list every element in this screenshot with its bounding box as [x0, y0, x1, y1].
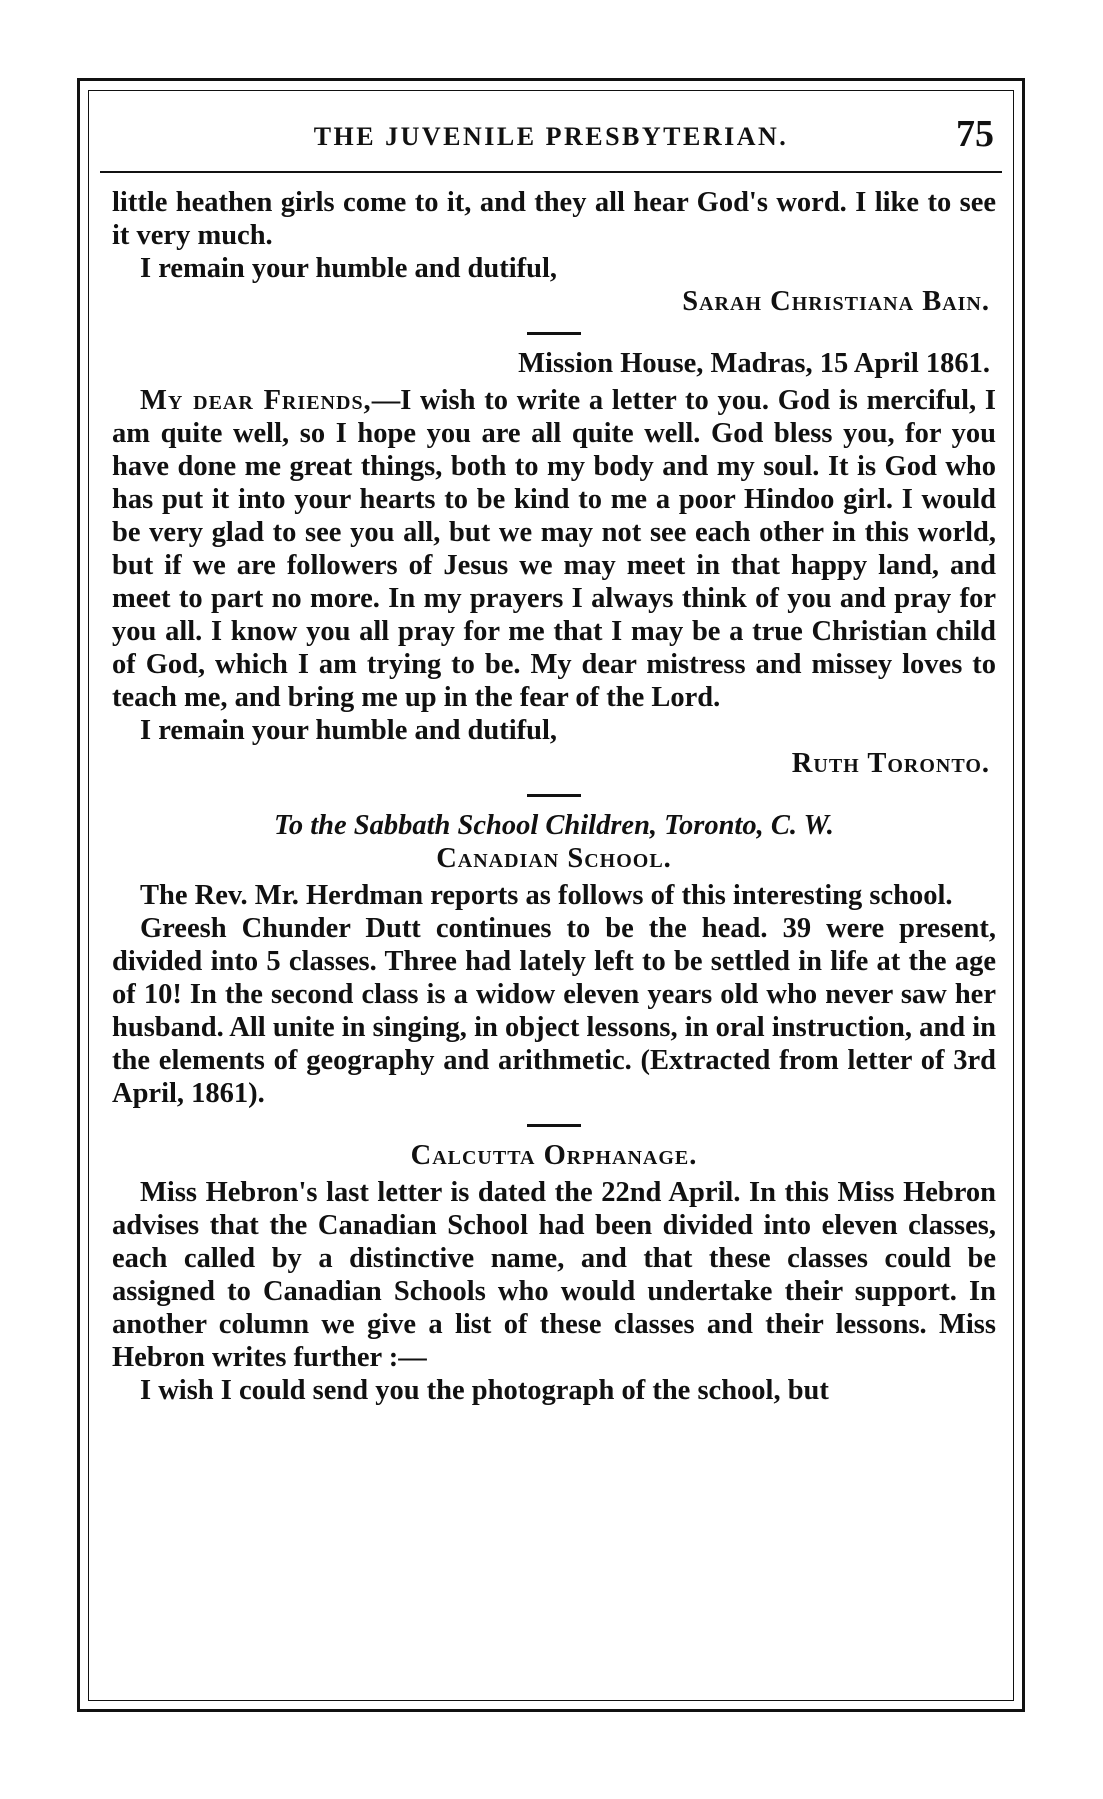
section-divider	[527, 332, 581, 335]
section-divider	[527, 1124, 581, 1127]
letter2-closing: I remain your humble and dutiful,	[140, 715, 558, 746]
section2-heading: Calcutta Orphanage.	[410, 1140, 698, 1171]
section1-paragraph-1: The Rev. Mr. Herdman reports as follows of this interesting school.	[140, 880, 953, 911]
letter1-continuation: little heathen girls come to it, and they all hear God's word. I like to see it very much.	[112, 187, 996, 251]
letter1-closing: I remain your humble and dutiful,	[140, 253, 558, 284]
header-rule	[100, 171, 1002, 173]
running-title: THE JUVENILE PRESBYTERIAN.	[313, 122, 789, 151]
section1-heading: Canadian School.	[436, 843, 672, 874]
letter2-dateline: Mission House, Madras, 15 April 1861.	[518, 348, 990, 379]
letter2-body-paragraph	[112, 384, 996, 714]
page-body	[112, 186, 996, 1407]
letter2-body: —I wish to write a letter to you. God is merciful, I am quite well, so I hope you are all quite well. God bless you, for you have done me great things, both to my body and my soul. It is God who has put it into your hearts to be kind to me a poor Hindoo girl. I would be very glad to see you all, but we may not see each other in this world, but if we are followers of Jesus we may meet in that happy land, and meet to part no more. In my prayers I always think of you and pray for you all. I know you all pray for me that I may be a true Christian child of God, which I am trying to be. My dear mistress and missey loves to teach me, and bring me up in the fear of the Lord.	[112, 385, 996, 713]
section-divider	[527, 794, 581, 797]
section1-address: To the Sabbath School Children, Toronto, C. W.	[274, 810, 834, 841]
page-number: 75	[956, 113, 994, 155]
running-header	[100, 108, 1002, 158]
letter1-signature: Sarah Christiana Bain.	[682, 286, 990, 317]
letter2-signature: Ruth Toronto.	[791, 748, 990, 779]
letter2-salutation: My dear Friends,	[140, 385, 372, 416]
section1-paragraph-2: Greesh Chunder Dutt continues to be the head. 39 were present, divided into 5 classes. Three had lately left to be settled in life at the age of 10! In the second class is a widow eleven years old who never saw her husband. All unite in singing, in object lessons, in oral instruction, and in the elements of geography and arithmetic. (Extracted from letter of 3rd April, 1861).	[112, 913, 996, 1109]
section2-paragraph-2: I wish I could send you the photograph of the school, but	[140, 1375, 829, 1406]
section2-paragraph-1: Miss Hebron's last letter is dated the 22nd April. In this Miss Hebron advises that the Canadian School had been divided into eleven classes, each called by a distinctive name, and that these classes could be assigned to Canadian Schools who would undertake their support. In another column we give a list of these classes and their lessons. Miss Hebron writes further :—	[112, 1177, 996, 1373]
